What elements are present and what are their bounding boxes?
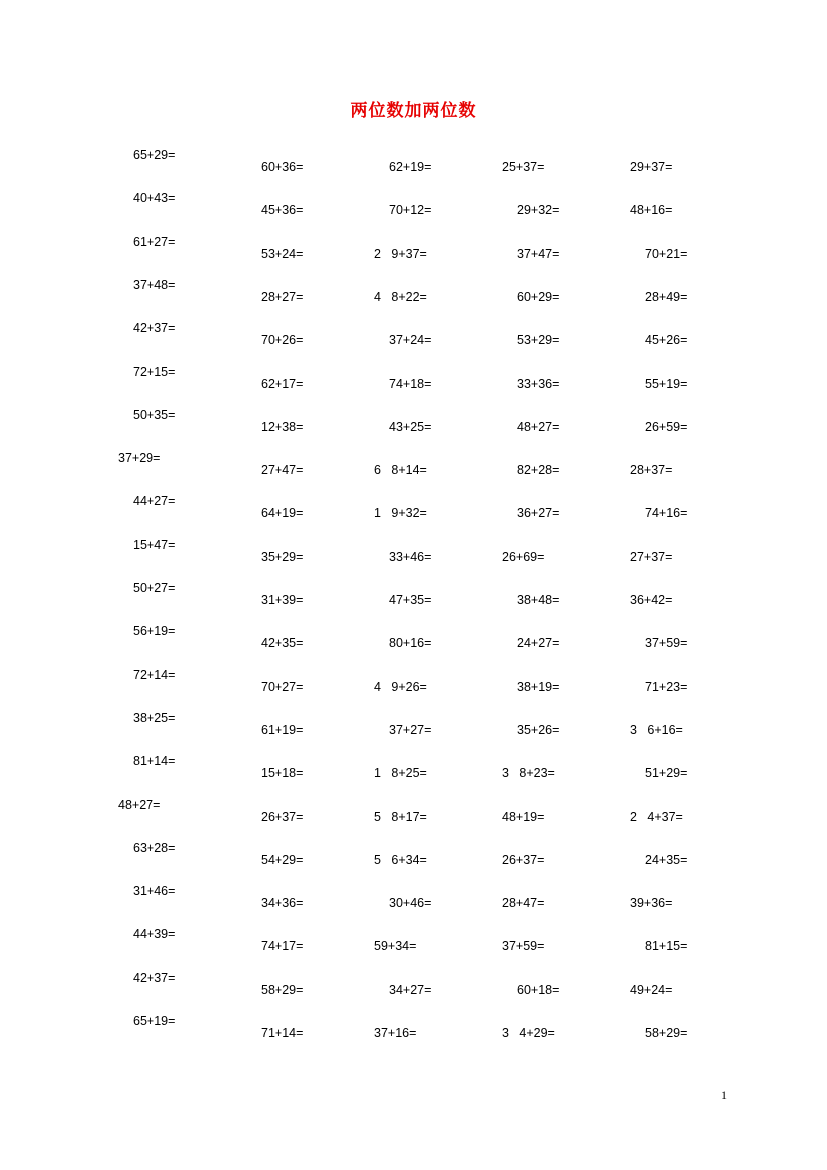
problem-r14-c3: 37+27=	[389, 722, 432, 737]
problem-r8-c2: 27+47=	[261, 463, 304, 478]
page-number: 1	[721, 1088, 727, 1102]
problem-r20-c4: 60+18=	[517, 982, 560, 997]
problem-r16-c3: 5 8+17=	[374, 809, 427, 824]
problem-r10-c5: 27+37=	[630, 549, 673, 564]
problem-r18-c5: 39+36=	[630, 896, 673, 911]
problem-r3-c1: 61+27=	[133, 234, 176, 249]
problem-r21-c2: 71+14=	[261, 1026, 304, 1040]
problem-r10-c4: 26+69=	[502, 549, 545, 564]
problem-r8-c3: 6 8+14=	[374, 463, 427, 478]
problem-r4-c1: 37+48=	[133, 277, 176, 292]
problem-r20-c1: 42+37=	[133, 970, 176, 985]
problem-r19-c4: 37+59=	[502, 939, 545, 954]
problem-r14-c2: 61+19=	[261, 722, 304, 737]
problem-r11-c5: 36+42=	[630, 593, 673, 607]
problem-r12-c4: 24+27=	[517, 636, 560, 651]
problem-r3-c4: 37+47=	[517, 246, 560, 261]
problem-r10-c2: 35+29=	[261, 549, 304, 564]
problem-r13-c3: 4 9+26=	[374, 679, 427, 694]
problem-r13-c4: 38+19=	[517, 679, 560, 694]
problem-r8-c5: 28+37=	[630, 463, 673, 478]
problem-r7-c2: 12+38=	[261, 419, 304, 434]
problem-r11-c3: 47+35=	[389, 593, 432, 607]
problem-r16-c1: 48+27=	[118, 797, 161, 812]
problem-r9-c1: 44+27=	[133, 494, 176, 509]
problem-r13-c5: 71+23=	[645, 679, 688, 694]
problem-r4-c5: 28+49=	[645, 289, 688, 304]
problem-r14-c4: 35+26=	[517, 722, 560, 737]
problem-r11-c1: 50+27=	[133, 581, 176, 595]
problem-r17-c5: 24+35=	[645, 852, 688, 867]
problem-r16-c2: 26+37=	[261, 809, 304, 824]
problem-r17-c1: 63+28=	[133, 840, 176, 855]
problem-r5-c3: 37+24=	[389, 333, 432, 348]
problem-r21-c4: 3 4+29=	[502, 1026, 555, 1040]
problem-r12-c3: 80+16=	[389, 636, 432, 651]
problem-r3-c3: 2 9+37=	[374, 246, 427, 261]
problem-r7-c3: 43+25=	[389, 419, 432, 434]
problem-r3-c2: 53+24=	[261, 246, 304, 261]
problem-r8-c1: 37+29=	[118, 451, 161, 466]
problem-r11-c2: 31+39=	[261, 593, 304, 607]
problem-r9-c3: 1 9+32=	[374, 506, 427, 521]
problem-r19-c5: 81+15=	[645, 939, 688, 954]
problem-r9-c2: 64+19=	[261, 506, 304, 521]
problem-r6-c2: 62+17=	[261, 376, 304, 391]
problem-r12-c1: 56+19=	[133, 624, 176, 639]
problem-r8-c4: 82+28=	[517, 463, 560, 478]
problem-r2-c2: 45+36=	[261, 203, 304, 218]
problem-r15-c2: 15+18=	[261, 766, 304, 781]
problem-r10-c3: 33+46=	[389, 549, 432, 564]
problem-r13-c2: 70+27=	[261, 679, 304, 694]
problem-r15-c1: 81+14=	[133, 754, 176, 769]
problem-r6-c5: 55+19=	[645, 376, 688, 391]
problem-r18-c4: 28+47=	[502, 896, 545, 911]
problem-r6-c1: 72+15=	[133, 364, 176, 379]
problem-r15-c4: 3 8+23=	[502, 766, 555, 781]
problem-r5-c4: 53+29=	[517, 333, 560, 348]
problem-r1-c5: 29+37=	[630, 160, 673, 174]
problem-r15-c5: 51+29=	[645, 766, 688, 781]
problem-r1-c1: 65+29=	[133, 148, 176, 162]
problem-r16-c4: 48+19=	[502, 809, 545, 824]
problem-r10-c1: 15+47=	[133, 537, 176, 552]
problem-r19-c2: 74+17=	[261, 939, 304, 954]
problem-r21-c1: 65+19=	[133, 1014, 176, 1028]
problem-r18-c2: 34+36=	[261, 896, 304, 911]
problem-r19-c3: 59+34=	[374, 939, 417, 954]
problem-r13-c1: 72+14=	[133, 667, 176, 682]
problem-r2-c1: 40+43=	[133, 191, 176, 206]
problem-r6-c3: 74+18=	[389, 376, 432, 391]
problem-r7-c5: 26+59=	[645, 419, 688, 434]
problem-r9-c4: 36+27=	[517, 506, 560, 521]
problem-r20-c3: 34+27=	[389, 982, 432, 997]
problem-r5-c1: 42+37=	[133, 321, 176, 336]
problem-r4-c4: 60+29=	[517, 289, 560, 304]
problem-r5-c2: 70+26=	[261, 333, 304, 348]
problem-r17-c4: 26+37=	[502, 852, 545, 867]
problem-r18-c3: 30+46=	[389, 896, 432, 911]
problem-r14-c1: 38+25=	[133, 710, 176, 725]
problem-r5-c5: 45+26=	[645, 333, 688, 348]
problem-r6-c4: 33+36=	[517, 376, 560, 391]
problem-r7-c4: 48+27=	[517, 419, 560, 434]
page-title: 两位数加两位数	[350, 101, 477, 121]
problem-r12-c2: 42+35=	[261, 636, 304, 651]
problem-r7-c1: 50+35=	[133, 407, 176, 422]
problem-r4-c2: 28+27=	[261, 289, 304, 304]
problem-r11-c4: 38+48=	[517, 593, 560, 607]
problem-r18-c1: 31+46=	[133, 884, 176, 899]
problem-r2-c3: 70+12=	[389, 203, 432, 218]
problem-r16-c5: 2 4+37=	[630, 809, 683, 824]
problem-r21-c5: 58+29=	[645, 1026, 688, 1040]
problem-r4-c3: 4 8+22=	[374, 289, 427, 304]
problem-r20-c5: 49+24=	[630, 982, 673, 997]
problem-r17-c2: 54+29=	[261, 852, 304, 867]
problem-r14-c5: 3 6+16=	[630, 722, 683, 737]
problem-r12-c5: 37+59=	[645, 636, 688, 651]
problem-r17-c3: 5 6+34=	[374, 852, 427, 867]
problem-r20-c2: 58+29=	[261, 982, 304, 997]
problem-r9-c5: 74+16=	[645, 506, 688, 521]
problem-r2-c5: 48+16=	[630, 203, 673, 218]
problem-r1-c3: 62+19=	[389, 160, 432, 174]
problem-r21-c3: 37+16=	[374, 1026, 417, 1040]
problem-r3-c5: 70+21=	[645, 246, 688, 261]
problem-r19-c1: 44+39=	[133, 927, 176, 942]
problem-r15-c3: 1 8+25=	[374, 766, 427, 781]
problem-r1-c2: 60+36=	[261, 160, 304, 174]
problem-r2-c4: 29+32=	[517, 203, 560, 218]
problem-r1-c4: 25+37=	[502, 160, 545, 174]
